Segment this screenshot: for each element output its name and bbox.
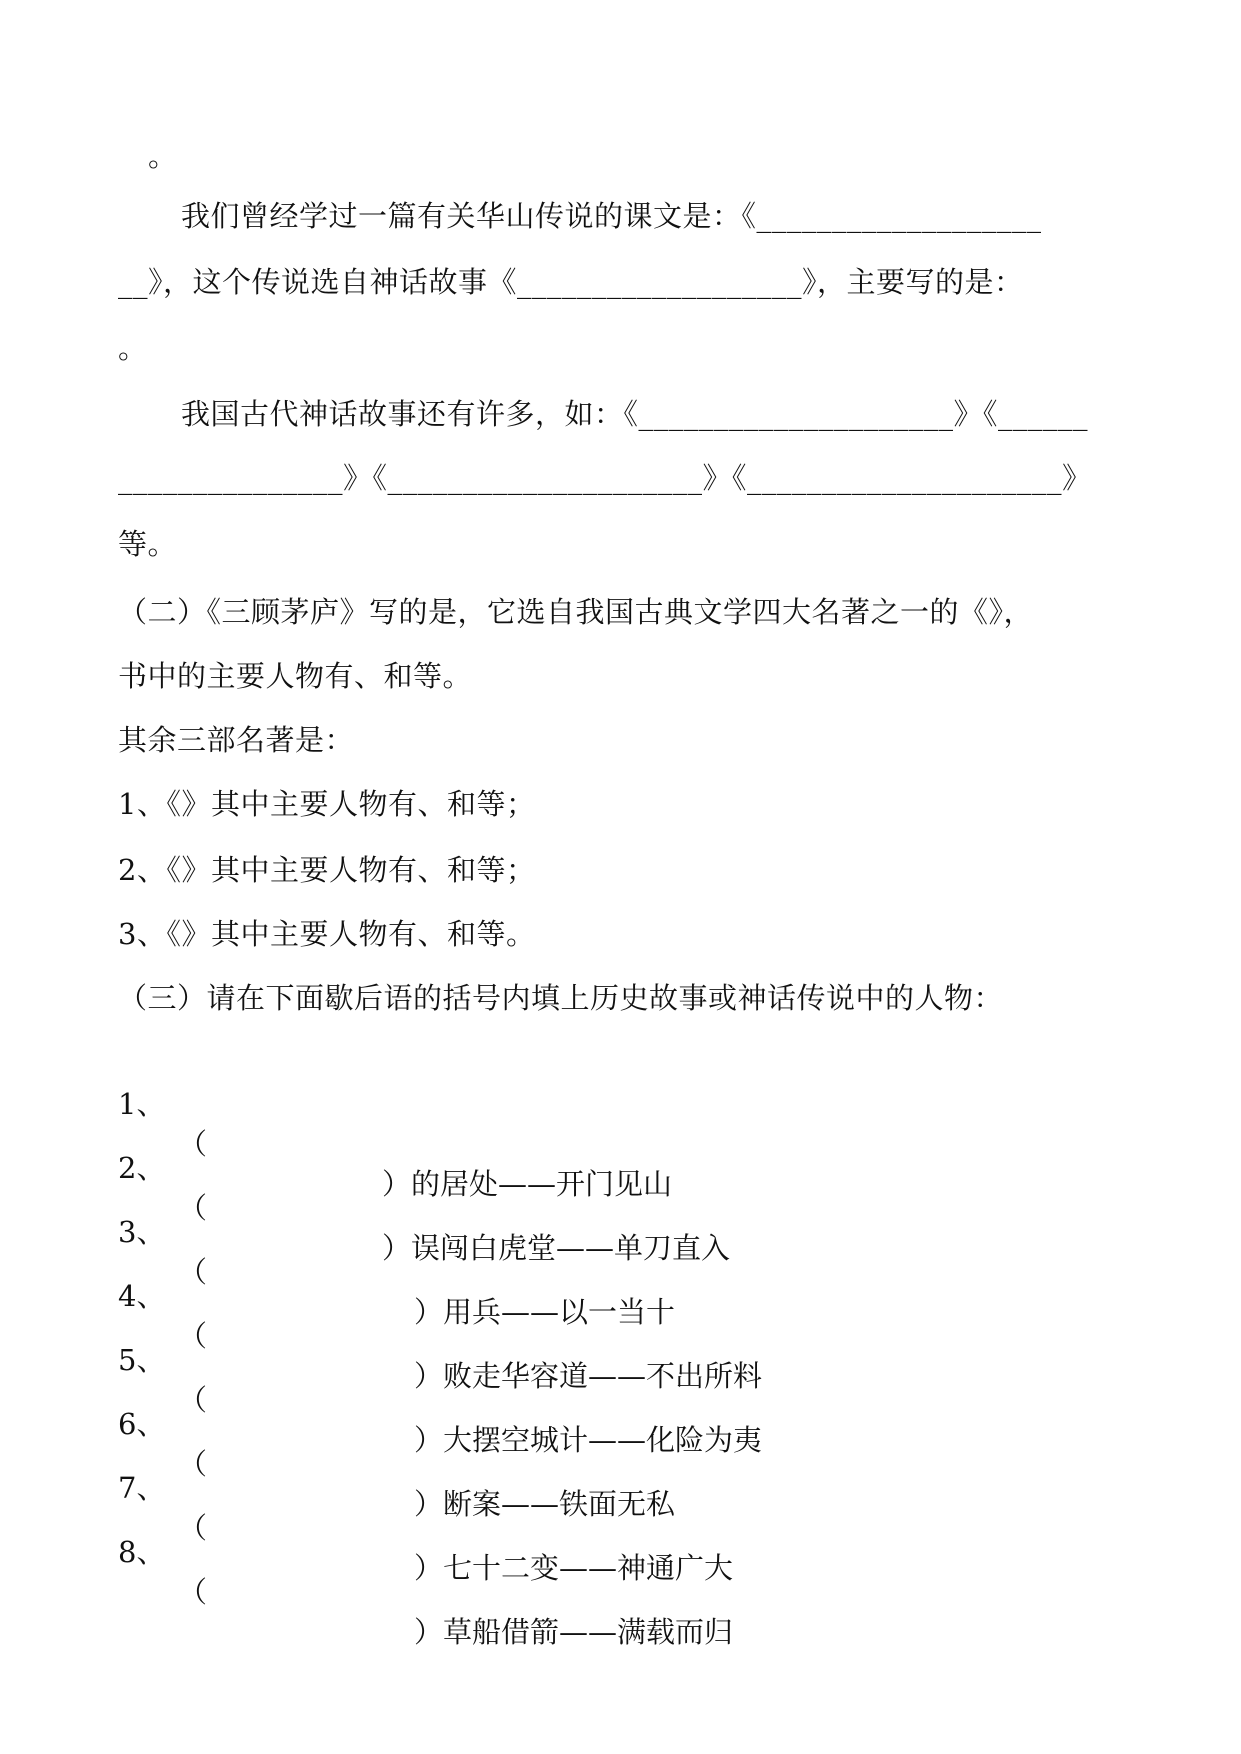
other-classics-label: 其余三部名著是： xyxy=(118,723,355,757)
myths-question-end: 等。 xyxy=(118,527,178,561)
open-paren: （ xyxy=(178,1383,208,1417)
xiehouyu-text: ）败走华容道——不出所料 xyxy=(414,1359,763,1393)
huashan-question-line: 我们曾经学过一篇有关华山传说的课文是：《___________________ xyxy=(181,199,1042,233)
item-number: 6、 xyxy=(118,1407,166,1441)
section-two-question-cont: 书中的主要人物有、和等。 xyxy=(118,659,473,693)
text-line: 。 xyxy=(118,331,148,365)
classic-item-3: 3、《》其中主要人物有、和等。 xyxy=(118,917,536,951)
text-line: 。 xyxy=(148,139,178,173)
item-number: 5、 xyxy=(118,1343,166,1377)
item-number: 8、 xyxy=(118,1535,166,1569)
xiehouyu-text: ）误闯白虎堂——单刀直入 xyxy=(382,1231,731,1265)
open-paren: （ xyxy=(178,1511,208,1545)
huashan-question-line-cont: __》，这个传说选自神话故事《___________________》，主要写的是： xyxy=(118,265,1024,299)
section-two-question: （二）《三顾茅庐》写的是，它选自我国古典文学四大名著之一的《》， xyxy=(118,595,1034,629)
item-number: 2、 xyxy=(118,1151,166,1185)
item-number: 4、 xyxy=(118,1279,166,1313)
section-three-heading: （三）请在下面歇后语的括号内填上历史故事或神话传说中的人物： xyxy=(118,981,1004,1015)
item-number: 7、 xyxy=(118,1471,166,1505)
open-paren: （ xyxy=(178,1255,208,1289)
xiehouyu-text: ）的居处——开门见山 xyxy=(382,1167,673,1201)
xiehouyu-item xyxy=(118,1044,918,1201)
open-paren: （ xyxy=(178,1191,208,1225)
xiehouyu-text: ）断案——铁面无私 xyxy=(414,1487,676,1521)
item-number: 3、 xyxy=(118,1215,166,1249)
classic-item-2: 2、《》其中主要人物有、和等； xyxy=(118,853,536,887)
open-paren: （ xyxy=(178,1127,208,1161)
open-paren: （ xyxy=(178,1575,208,1609)
xiehouyu-text: ）大摆空城计——化险为夷 xyxy=(414,1423,763,1457)
xiehouyu-text: ）用兵——以一当十 xyxy=(414,1295,676,1329)
myths-question-line-cont: _______________》《_____________________》《_____________________》 xyxy=(118,461,1092,495)
xiehouyu-text: ）七十二变——神通广大 xyxy=(414,1551,734,1585)
myths-question-line: 我国古代神话故事还有许多，如：《_____________________》《______ xyxy=(181,397,1089,431)
item-number: 1、 xyxy=(118,1087,166,1121)
xiehouyu-text: ）草船借箭——满载而归 xyxy=(414,1615,734,1649)
open-paren: （ xyxy=(178,1319,208,1353)
open-paren: （ xyxy=(178,1447,208,1481)
classic-item-1: 1、《》其中主要人物有、和等； xyxy=(118,787,536,821)
